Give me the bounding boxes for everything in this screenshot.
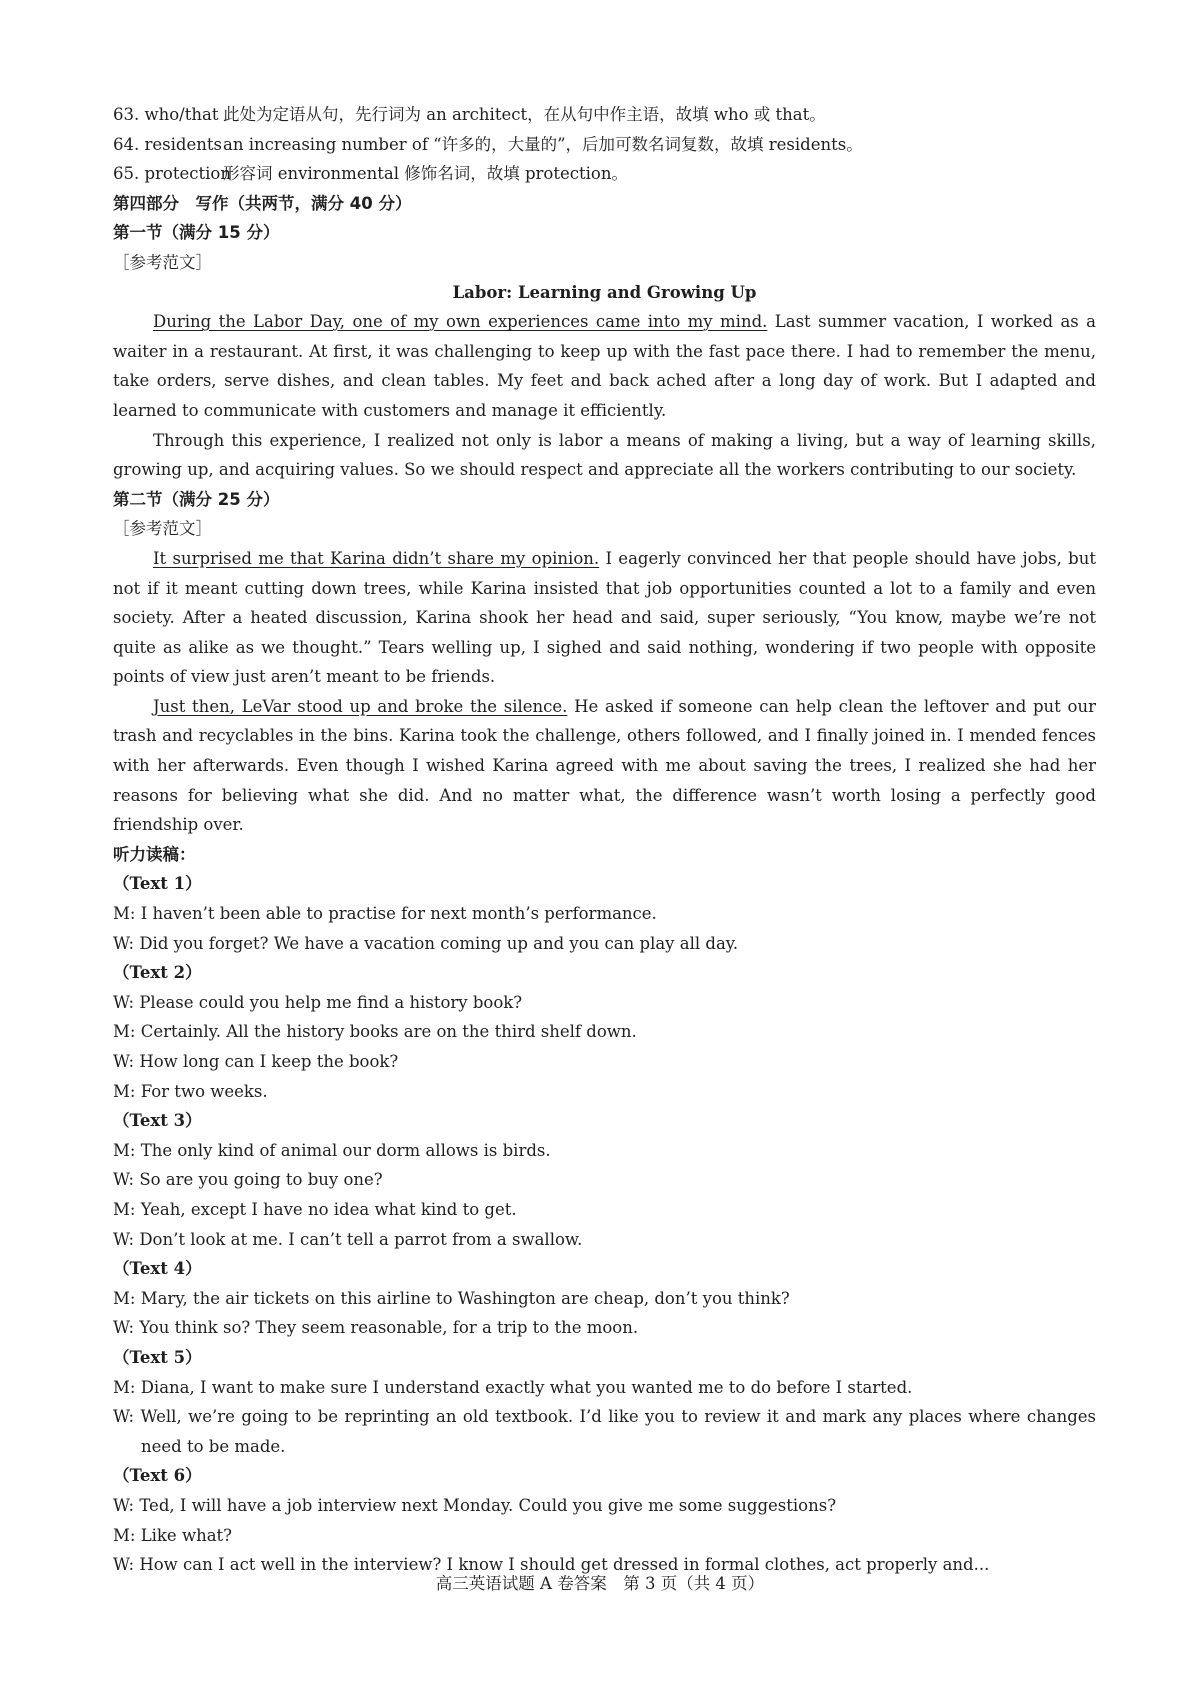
dialogue-line: W: Please could you help me find a history book? bbox=[113, 992, 523, 1012]
dialogue-line: W: Don’t look at me. I can’t tell a parrot from a swallow. bbox=[113, 1229, 583, 1249]
section1-reference-tag: ［参考范文］ bbox=[113, 252, 212, 272]
text-label: （Text 5） bbox=[113, 1347, 202, 1367]
dialogue-line: M: Certainly. All the history books are on the third shelf down. bbox=[113, 1022, 637, 1042]
text-label: （Text 6） bbox=[113, 1466, 202, 1486]
section1-paragraph-2: Through this experience, I realized not only is labor a means of making a living, but a way of learning skills, growing up, and acquiring values. So we should respect and appreciate all the workers contributing to our society. bbox=[113, 430, 1096, 480]
paragraph-text: Last summer vacation, I worked as a waiter in a restaurant. At first, it was challenging to keep up with the fast pace there. I had to remember the menu, take orders, serve dishes, and clean tables. My feet and back ached after a long day of work. But I adapted and learned to communicate with customers and manage it efficiently. bbox=[113, 312, 1097, 420]
dialogue-line: M: Mary, the air tickets on this airline to Washington are cheap, don’t you think? bbox=[113, 1288, 790, 1308]
section1-paragraph-1 bbox=[113, 307, 1096, 425]
section2-reference-tag: ［参考范文］ bbox=[113, 519, 212, 539]
answer-note: 此处为定语从句，先行词为 an architect，在从句中作主语，故填 who 或 that。 bbox=[223, 105, 826, 124]
paragraph-text: I eagerly convinced her that people should have jobs, but not if it meant cutting down trees, while Karina insisted that job opportunities counted a lot to a family and even society. After a heated discussion, Karina shook her head and said, super seriously, “You know, maybe we’re not quite as alike as we thought.” Tears welling up, I sighed and said nothing, wondering if two people with opposite points of view just aren’t meant to be friends. bbox=[113, 548, 1096, 687]
section2-heading: 第二节（满分 25 分） bbox=[113, 489, 280, 509]
listening-text-4 bbox=[113, 1254, 1096, 1343]
answer-note: 形容词 environmental 修饰名词，故填 protection。 bbox=[223, 164, 628, 184]
underlined-sentence: During the Labor Day, one of my own experiences came into my mind. bbox=[153, 312, 768, 332]
part4-heading: 第四部分 写作（共两节，满分 40 分） bbox=[113, 193, 412, 213]
answer-item-63 bbox=[113, 100, 1096, 130]
section2-paragraph-1 bbox=[113, 544, 1096, 692]
listening-text-3 bbox=[113, 1106, 1096, 1254]
listening-text-6 bbox=[113, 1461, 1096, 1579]
text-label: （Text 4） bbox=[113, 1259, 202, 1279]
answer-item-64 bbox=[113, 130, 1096, 160]
listening-text-5 bbox=[113, 1343, 1096, 1461]
page-footer: 高三英语试题 A 卷答案 第 3 页（共 4 页） bbox=[435, 1574, 765, 1593]
underlined-sentence: Just then, LeVar stood up and broke the silence. bbox=[153, 696, 568, 716]
listening-heading: 听力读稿： bbox=[113, 844, 196, 864]
text-label: （Text 1） bbox=[113, 874, 202, 894]
paragraph-text: He asked if someone can help clean the leftover and put our trash and recyclables in the bins. Karina took the challenge, others followed, and I finally joined in. I mended fences with her afterwards. Even though I wished Karina agreed with me about saving the trees, I realized she had her reasons for believing what she did. And no matter what, the difference wasn’t worth losing a perfectly good friendship over. bbox=[113, 696, 1096, 835]
dialogue-line: W: Ted, I will have a job interview next Monday. Could you give me some suggestions? bbox=[113, 1495, 837, 1515]
text-label: （Text 3） bbox=[113, 1111, 202, 1131]
text-label: （Text 2） bbox=[113, 963, 202, 983]
dialogue-line: M: Diana, I want to make sure I understand exactly what you wanted me to do before I started. bbox=[113, 1377, 913, 1397]
section2-paragraph-2 bbox=[113, 692, 1096, 840]
dialogue-line: W: You think so? They seem reasonable, for a trip to the moon. bbox=[113, 1318, 639, 1338]
answer-note: an increasing number of “许多的，大量的”，后加可数名词复数，故填 residents。 bbox=[223, 134, 863, 154]
underlined-sentence: It surprised me that Karina didn’t share my opinion. bbox=[153, 548, 600, 568]
answer-key: 65. protection bbox=[113, 164, 231, 184]
dialogue-line: M: For two weeks. bbox=[113, 1081, 268, 1101]
answer-item-65 bbox=[113, 159, 1096, 189]
section1-heading: 第一节（满分 15 分） bbox=[113, 223, 280, 243]
dialogue-line: M: Yeah, except I have no idea what kind to get. bbox=[113, 1199, 517, 1219]
essay-title: Labor: Learning and Growing Up bbox=[452, 282, 757, 302]
dialogue-line: M: Like what? bbox=[113, 1525, 233, 1545]
dialogue-line: M: I haven’t been able to practise for next month’s performance. bbox=[113, 904, 657, 924]
answer-key: 63. who/that bbox=[113, 105, 219, 124]
answer-key: 64. residents bbox=[113, 134, 222, 154]
dialogue-line: W: How can I act well in the interview? I know I should get dressed in formal clothes, act properly and... bbox=[113, 1555, 990, 1575]
dialogue-line: M: The only kind of animal our dorm allows is birds. bbox=[113, 1140, 551, 1160]
dialogue-line: W: How long can I keep the book? bbox=[113, 1052, 399, 1071]
listening-text-1 bbox=[113, 869, 1096, 958]
answer-list bbox=[113, 100, 1096, 189]
dialogue-line: W: So are you going to buy one? bbox=[113, 1170, 383, 1190]
dialogue-line: W: Did you forget? We have a vacation coming up and you can play all day. bbox=[113, 933, 739, 953]
dialogue-line: W: Well, we’re going to be reprinting an old textbook. I’d like you to review it and mark any places where changes need to be made. bbox=[113, 1407, 1096, 1456]
listening-text-2 bbox=[113, 958, 1096, 1106]
